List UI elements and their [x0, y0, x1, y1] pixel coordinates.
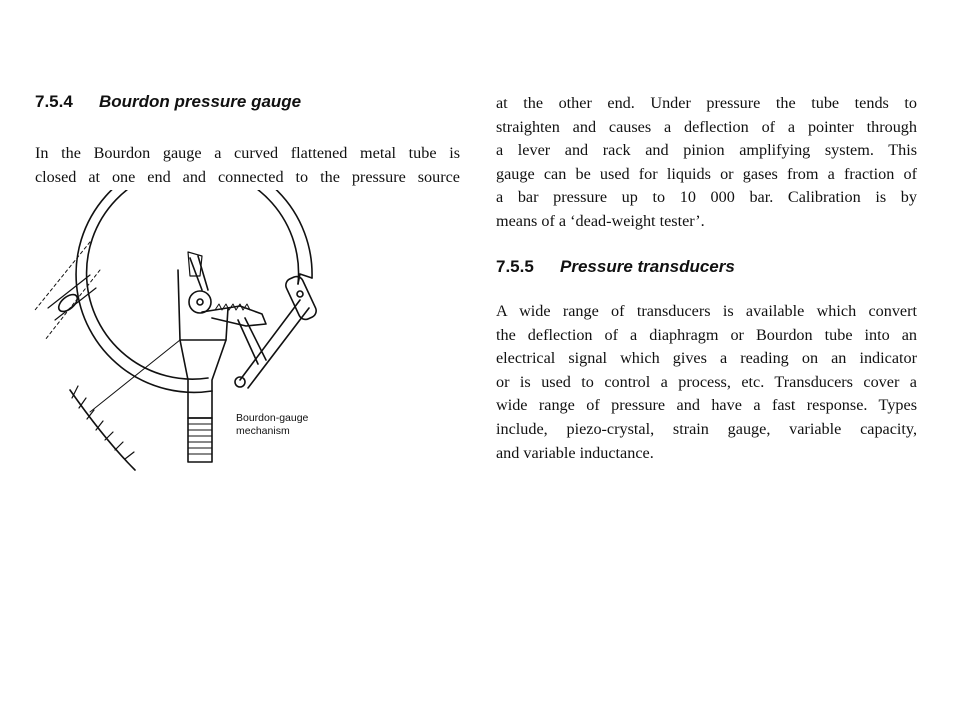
text-line: electrical signal which gives a reading on an indicator: [496, 349, 917, 368]
text-line: and variable inductance.: [496, 443, 654, 462]
bourdon-intro-paragraph: [35, 142, 460, 189]
text-line: gauge can be used for liquids or gases from a fraction of: [496, 164, 917, 183]
text-line: means of a ‘dead-weight tester’.: [496, 211, 705, 230]
text-line: a lever and rack and pinion amplifying system. This: [496, 141, 917, 160]
transducers-paragraph: [496, 300, 917, 465]
text-line: closed at one end and connected to the pressure source: [35, 167, 460, 186]
text-line: or is used to control a process, etc. Transducers cover a: [496, 372, 917, 391]
text-line: straighten and causes a deflection of a pointer through: [496, 117, 917, 136]
section-title: Pressure transducers: [560, 257, 735, 276]
text-line: In the Bourdon gauge a curved flattened metal tube is: [35, 144, 460, 162]
text-line: A wide range of transducers is available which convert: [496, 302, 917, 320]
section-heading-7-5-4: [35, 92, 301, 112]
text-line: a bar pressure up to 10 000 bar. Calibration is by: [496, 188, 917, 207]
caption-line: Bourdon-gauge: [236, 412, 309, 424]
text-line: at the other end. Under pressure the tube tends to: [496, 94, 917, 112]
text-line: include, piezo-crystal, strain gauge, variable capacity,: [496, 419, 917, 438]
caption-line: mechanism: [236, 425, 290, 437]
section-number: 7.5.4: [35, 92, 73, 111]
text-line: wide range of pressure and have a fast response. Types: [496, 396, 917, 415]
text-line: the deflection of a diaphragm or Bourdon tube into an: [496, 325, 917, 344]
figure-caption: [236, 412, 308, 438]
section-heading-7-5-5: [496, 257, 735, 277]
section-title: Bourdon pressure gauge: [99, 92, 302, 111]
bourdon-gauge-figure: [30, 190, 370, 480]
bourdon-continued-paragraph: [496, 92, 917, 234]
section-number: 7.5.5: [496, 257, 534, 276]
